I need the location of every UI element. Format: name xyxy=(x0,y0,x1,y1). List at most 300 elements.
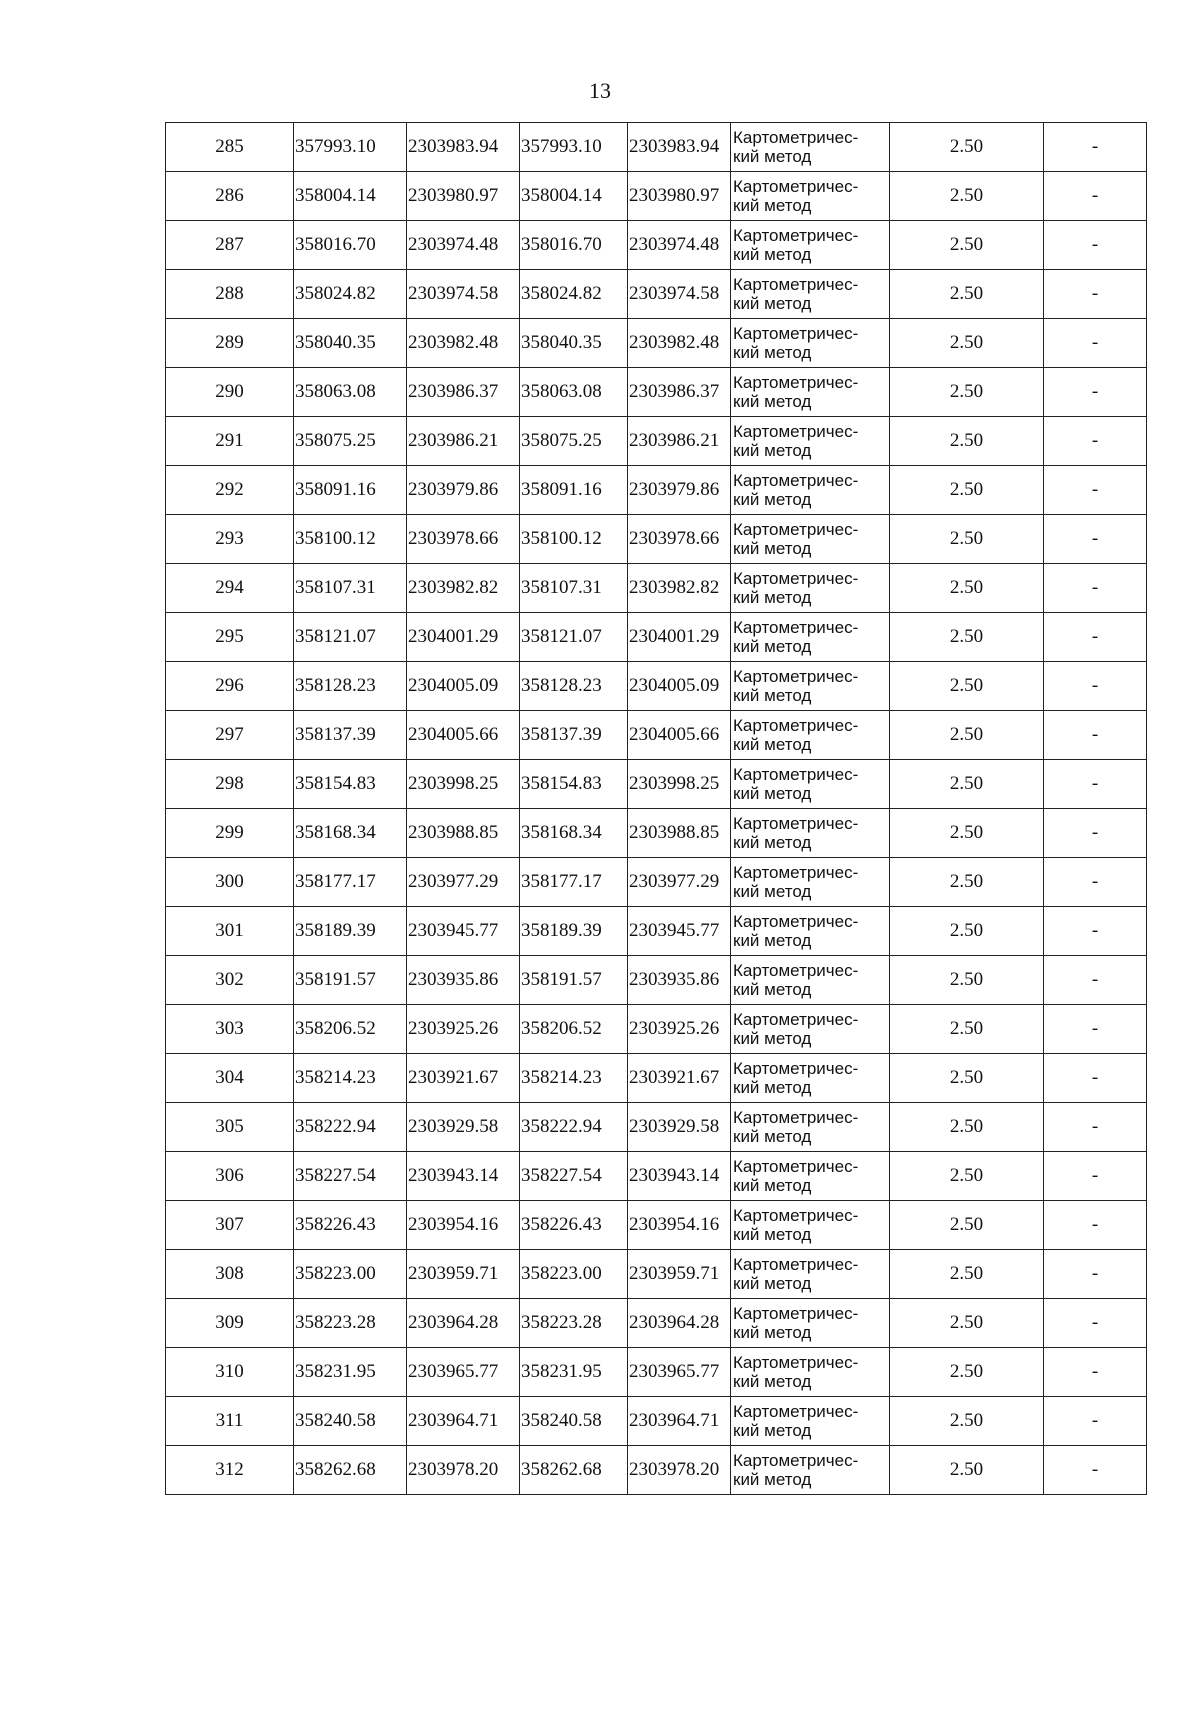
x-coordinate-refined-cell: 358024.82 xyxy=(520,270,628,319)
note-cell: - xyxy=(1044,858,1147,907)
x-coordinate-refined-cell: 358075.25 xyxy=(520,417,628,466)
method-line-2: кий метод xyxy=(733,1421,812,1440)
y-coordinate-refined-cell: 2304005.09 xyxy=(628,662,731,711)
point-number-cell: 289 xyxy=(166,319,294,368)
point-number-cell: 290 xyxy=(166,368,294,417)
y-coordinate-refined-cell: 2303988.85 xyxy=(628,809,731,858)
x-coordinate-cell: 358226.43 xyxy=(294,1201,407,1250)
y-coordinate-cell: 2303964.71 xyxy=(407,1397,520,1446)
x-coordinate-cell: 358223.00 xyxy=(294,1250,407,1299)
y-coordinate-cell: 2303977.29 xyxy=(407,858,520,907)
point-number-cell: 295 xyxy=(166,613,294,662)
method-line-1: Картометричес- xyxy=(733,520,859,539)
y-coordinate-cell: 2303964.28 xyxy=(407,1299,520,1348)
coordinates-table xyxy=(165,122,1147,1495)
x-coordinate-cell: 358016.70 xyxy=(294,221,407,270)
x-coordinate-cell: 358121.07 xyxy=(294,613,407,662)
accuracy-cell: 2.50 xyxy=(890,1348,1044,1397)
method-line-2: кий метод xyxy=(733,931,812,950)
point-number-cell: 301 xyxy=(166,907,294,956)
point-number-cell: 300 xyxy=(166,858,294,907)
method-cell xyxy=(731,613,890,662)
note-cell: - xyxy=(1044,1397,1147,1446)
y-coordinate-refined-cell: 2303954.16 xyxy=(628,1201,731,1250)
accuracy-cell: 2.50 xyxy=(890,172,1044,221)
accuracy-cell: 2.50 xyxy=(890,1054,1044,1103)
method-cell xyxy=(731,270,890,319)
x-coordinate-refined-cell: 358063.08 xyxy=(520,368,628,417)
x-coordinate-refined-cell: 358121.07 xyxy=(520,613,628,662)
note-cell: - xyxy=(1044,515,1147,564)
x-coordinate-cell: 358091.16 xyxy=(294,466,407,515)
method-line-2: кий метод xyxy=(733,490,812,509)
point-number-cell: 285 xyxy=(166,123,294,172)
y-coordinate-cell: 2304001.29 xyxy=(407,613,520,662)
note-cell: - xyxy=(1044,270,1147,319)
y-coordinate-refined-cell: 2303945.77 xyxy=(628,907,731,956)
point-number-cell: 305 xyxy=(166,1103,294,1152)
x-coordinate-refined-cell: 358222.94 xyxy=(520,1103,628,1152)
x-coordinate-refined-cell: 358004.14 xyxy=(520,172,628,221)
method-line-1: Картометричес- xyxy=(733,961,859,980)
y-coordinate-refined-cell: 2303929.58 xyxy=(628,1103,731,1152)
method-line-2: кий метод xyxy=(733,1078,812,1097)
x-coordinate-refined-cell: 358040.35 xyxy=(520,319,628,368)
y-coordinate-cell: 2303921.67 xyxy=(407,1054,520,1103)
x-coordinate-refined-cell: 358191.57 xyxy=(520,956,628,1005)
note-cell: - xyxy=(1044,1103,1147,1152)
accuracy-cell: 2.50 xyxy=(890,221,1044,270)
method-line-1: Картометричес- xyxy=(733,1059,859,1078)
x-coordinate-cell: 358168.34 xyxy=(294,809,407,858)
accuracy-cell: 2.50 xyxy=(890,662,1044,711)
method-line-2: кий метод xyxy=(733,784,812,803)
x-coordinate-cell: 358063.08 xyxy=(294,368,407,417)
y-coordinate-refined-cell: 2303998.25 xyxy=(628,760,731,809)
y-coordinate-cell: 2303983.94 xyxy=(407,123,520,172)
table-row xyxy=(166,613,1147,662)
method-cell xyxy=(731,711,890,760)
y-coordinate-refined-cell: 2303986.21 xyxy=(628,417,731,466)
table-row xyxy=(166,564,1147,613)
y-coordinate-cell: 2303974.48 xyxy=(407,221,520,270)
accuracy-cell: 2.50 xyxy=(890,1446,1044,1495)
y-coordinate-cell: 2303974.58 xyxy=(407,270,520,319)
method-line-2: кий метод xyxy=(733,588,812,607)
method-line-1: Картометричес- xyxy=(733,324,859,343)
x-coordinate-refined-cell: 358168.34 xyxy=(520,809,628,858)
accuracy-cell: 2.50 xyxy=(890,1250,1044,1299)
accuracy-cell: 2.50 xyxy=(890,564,1044,613)
note-cell: - xyxy=(1044,760,1147,809)
method-line-1: Картометричес- xyxy=(733,1353,859,1372)
table-row xyxy=(166,760,1147,809)
point-number-cell: 306 xyxy=(166,1152,294,1201)
y-coordinate-cell: 2303945.77 xyxy=(407,907,520,956)
table-row xyxy=(166,515,1147,564)
y-coordinate-cell: 2303988.85 xyxy=(407,809,520,858)
note-cell: - xyxy=(1044,1446,1147,1495)
method-cell xyxy=(731,172,890,221)
method-cell xyxy=(731,1348,890,1397)
x-coordinate-refined-cell: 358016.70 xyxy=(520,221,628,270)
y-coordinate-refined-cell: 2303982.82 xyxy=(628,564,731,613)
method-cell xyxy=(731,858,890,907)
method-line-1: Картометричес- xyxy=(733,765,859,784)
point-number-cell: 302 xyxy=(166,956,294,1005)
accuracy-cell: 2.50 xyxy=(890,1152,1044,1201)
method-line-1: Картометричес- xyxy=(733,716,859,735)
x-coordinate-refined-cell: 358154.83 xyxy=(520,760,628,809)
point-number-cell: 296 xyxy=(166,662,294,711)
accuracy-cell: 2.50 xyxy=(890,368,1044,417)
method-line-1: Картометричес- xyxy=(733,1157,859,1176)
y-coordinate-refined-cell: 2304005.66 xyxy=(628,711,731,760)
note-cell: - xyxy=(1044,809,1147,858)
x-coordinate-refined-cell: 358206.52 xyxy=(520,1005,628,1054)
method-line-1: Картометричес- xyxy=(733,373,859,392)
method-line-1: Картометричес- xyxy=(733,618,859,637)
x-coordinate-cell: 358222.94 xyxy=(294,1103,407,1152)
x-coordinate-cell: 358206.52 xyxy=(294,1005,407,1054)
table-row xyxy=(166,172,1147,221)
table-row xyxy=(166,956,1147,1005)
method-cell xyxy=(731,907,890,956)
method-line-1: Картометричес- xyxy=(733,1010,859,1029)
point-number-cell: 294 xyxy=(166,564,294,613)
note-cell: - xyxy=(1044,368,1147,417)
accuracy-cell: 2.50 xyxy=(890,956,1044,1005)
accuracy-cell: 2.50 xyxy=(890,907,1044,956)
x-coordinate-cell: 358227.54 xyxy=(294,1152,407,1201)
method-line-2: кий метод xyxy=(733,196,812,215)
table-row xyxy=(166,1397,1147,1446)
note-cell: - xyxy=(1044,613,1147,662)
note-cell: - xyxy=(1044,711,1147,760)
note-cell: - xyxy=(1044,1348,1147,1397)
method-line-2: кий метод xyxy=(733,882,812,901)
x-coordinate-cell: 358100.12 xyxy=(294,515,407,564)
y-coordinate-cell: 2303943.14 xyxy=(407,1152,520,1201)
table-row xyxy=(166,466,1147,515)
x-coordinate-cell: 357993.10 xyxy=(294,123,407,172)
table-row xyxy=(166,1250,1147,1299)
x-coordinate-refined-cell: 358262.68 xyxy=(520,1446,628,1495)
point-number-cell: 312 xyxy=(166,1446,294,1495)
x-coordinate-cell: 358231.95 xyxy=(294,1348,407,1397)
note-cell: - xyxy=(1044,319,1147,368)
y-coordinate-refined-cell: 2303959.71 xyxy=(628,1250,731,1299)
y-coordinate-cell: 2303978.20 xyxy=(407,1446,520,1495)
y-coordinate-refined-cell: 2303982.48 xyxy=(628,319,731,368)
point-number-cell: 311 xyxy=(166,1397,294,1446)
method-line-2: кий метод xyxy=(733,1274,812,1293)
note-cell: - xyxy=(1044,172,1147,221)
y-coordinate-refined-cell: 2303964.28 xyxy=(628,1299,731,1348)
x-coordinate-refined-cell: 358107.31 xyxy=(520,564,628,613)
method-cell xyxy=(731,956,890,1005)
method-cell xyxy=(731,221,890,270)
method-line-2: кий метод xyxy=(733,1372,812,1391)
table-row xyxy=(166,711,1147,760)
table-row xyxy=(166,1348,1147,1397)
y-coordinate-cell: 2303959.71 xyxy=(407,1250,520,1299)
y-coordinate-refined-cell: 2303978.20 xyxy=(628,1446,731,1495)
method-line-2: кий метод xyxy=(733,245,812,264)
page-number: 13 xyxy=(589,78,611,103)
coordinates-table-container xyxy=(165,122,1147,1495)
method-cell xyxy=(731,1152,890,1201)
y-coordinate-cell: 2303929.58 xyxy=(407,1103,520,1152)
table-row xyxy=(166,1152,1147,1201)
x-coordinate-cell: 358223.28 xyxy=(294,1299,407,1348)
method-line-1: Картометричес- xyxy=(733,863,859,882)
table-row xyxy=(166,662,1147,711)
method-line-1: Картометричес- xyxy=(733,1206,859,1225)
note-cell: - xyxy=(1044,1299,1147,1348)
method-line-1: Картометричес- xyxy=(733,177,859,196)
method-line-1: Картометричес- xyxy=(733,667,859,686)
x-coordinate-cell: 358177.17 xyxy=(294,858,407,907)
x-coordinate-refined-cell: 358128.23 xyxy=(520,662,628,711)
table-row xyxy=(166,809,1147,858)
x-coordinate-refined-cell: 358231.95 xyxy=(520,1348,628,1397)
method-line-2: кий метод xyxy=(733,1127,812,1146)
method-line-1: Картометричес- xyxy=(733,275,859,294)
x-coordinate-cell: 358154.83 xyxy=(294,760,407,809)
method-line-2: кий метод xyxy=(733,735,812,754)
method-line-2: кий метод xyxy=(733,980,812,999)
method-cell xyxy=(731,809,890,858)
table-row xyxy=(166,368,1147,417)
point-number-cell: 287 xyxy=(166,221,294,270)
method-line-1: Картометричес- xyxy=(733,1304,859,1323)
note-cell: - xyxy=(1044,1054,1147,1103)
method-cell xyxy=(731,466,890,515)
method-cell xyxy=(731,1103,890,1152)
y-coordinate-cell: 2303986.37 xyxy=(407,368,520,417)
method-cell xyxy=(731,662,890,711)
note-cell: - xyxy=(1044,956,1147,1005)
y-coordinate-cell: 2303986.21 xyxy=(407,417,520,466)
accuracy-cell: 2.50 xyxy=(890,270,1044,319)
x-coordinate-refined-cell: 358189.39 xyxy=(520,907,628,956)
point-number-cell: 293 xyxy=(166,515,294,564)
accuracy-cell: 2.50 xyxy=(890,123,1044,172)
note-cell: - xyxy=(1044,1005,1147,1054)
y-coordinate-cell: 2303965.77 xyxy=(407,1348,520,1397)
x-coordinate-refined-cell: 358177.17 xyxy=(520,858,628,907)
point-number-cell: 310 xyxy=(166,1348,294,1397)
y-coordinate-refined-cell: 2303935.86 xyxy=(628,956,731,1005)
method-line-1: Картометричес- xyxy=(733,814,859,833)
x-coordinate-cell: 358189.39 xyxy=(294,907,407,956)
point-number-cell: 304 xyxy=(166,1054,294,1103)
note-cell: - xyxy=(1044,417,1147,466)
method-cell xyxy=(731,760,890,809)
accuracy-cell: 2.50 xyxy=(890,1397,1044,1446)
x-coordinate-cell: 358004.14 xyxy=(294,172,407,221)
accuracy-cell: 2.50 xyxy=(890,417,1044,466)
coordinates-table-body xyxy=(166,123,1147,1495)
point-number-cell: 297 xyxy=(166,711,294,760)
method-line-2: кий метод xyxy=(733,1029,812,1048)
y-coordinate-refined-cell: 2303979.86 xyxy=(628,466,731,515)
y-coordinate-cell: 2304005.66 xyxy=(407,711,520,760)
x-coordinate-refined-cell: 358240.58 xyxy=(520,1397,628,1446)
x-coordinate-refined-cell: 358223.00 xyxy=(520,1250,628,1299)
method-line-1: Картометричес- xyxy=(733,128,859,147)
accuracy-cell: 2.50 xyxy=(890,466,1044,515)
method-line-2: кий метод xyxy=(733,539,812,558)
method-line-2: кий метод xyxy=(733,1323,812,1342)
y-coordinate-refined-cell: 2303943.14 xyxy=(628,1152,731,1201)
table-row xyxy=(166,1103,1147,1152)
method-line-2: кий метод xyxy=(733,686,812,705)
method-cell xyxy=(731,1201,890,1250)
y-coordinate-refined-cell: 2303925.26 xyxy=(628,1005,731,1054)
y-coordinate-cell: 2303925.26 xyxy=(407,1005,520,1054)
y-coordinate-refined-cell: 2303965.77 xyxy=(628,1348,731,1397)
method-line-2: кий метод xyxy=(733,441,812,460)
method-line-2: кий метод xyxy=(733,392,812,411)
method-line-1: Картометричес- xyxy=(733,422,859,441)
table-row xyxy=(166,858,1147,907)
accuracy-cell: 2.50 xyxy=(890,515,1044,564)
method-line-1: Картометричес- xyxy=(733,226,859,245)
y-coordinate-refined-cell: 2303921.67 xyxy=(628,1054,731,1103)
y-coordinate-refined-cell: 2303974.48 xyxy=(628,221,731,270)
accuracy-cell: 2.50 xyxy=(890,1005,1044,1054)
method-line-2: кий метод xyxy=(733,1225,812,1244)
table-row xyxy=(166,319,1147,368)
method-cell xyxy=(731,1005,890,1054)
accuracy-cell: 2.50 xyxy=(890,1201,1044,1250)
method-cell xyxy=(731,1299,890,1348)
x-coordinate-cell: 358024.82 xyxy=(294,270,407,319)
x-coordinate-refined-cell: 358100.12 xyxy=(520,515,628,564)
x-coordinate-cell: 358107.31 xyxy=(294,564,407,613)
point-number-cell: 292 xyxy=(166,466,294,515)
method-line-2: кий метод xyxy=(733,1176,812,1195)
x-coordinate-cell: 358214.23 xyxy=(294,1054,407,1103)
method-line-1: Картометричес- xyxy=(733,1255,859,1274)
method-cell xyxy=(731,1397,890,1446)
y-coordinate-refined-cell: 2303986.37 xyxy=(628,368,731,417)
note-cell: - xyxy=(1044,662,1147,711)
note-cell: - xyxy=(1044,1250,1147,1299)
point-number-cell: 307 xyxy=(166,1201,294,1250)
note-cell: - xyxy=(1044,1152,1147,1201)
method-cell xyxy=(731,564,890,613)
y-coordinate-refined-cell: 2303977.29 xyxy=(628,858,731,907)
y-coordinate-refined-cell: 2303974.58 xyxy=(628,270,731,319)
y-coordinate-refined-cell: 2304001.29 xyxy=(628,613,731,662)
point-number-cell: 308 xyxy=(166,1250,294,1299)
x-coordinate-cell: 358262.68 xyxy=(294,1446,407,1495)
note-cell: - xyxy=(1044,123,1147,172)
method-line-2: кий метод xyxy=(733,294,812,313)
point-number-cell: 298 xyxy=(166,760,294,809)
x-coordinate-refined-cell: 357993.10 xyxy=(520,123,628,172)
table-row xyxy=(166,1201,1147,1250)
note-cell: - xyxy=(1044,564,1147,613)
table-row xyxy=(166,907,1147,956)
method-line-2: кий метод xyxy=(733,343,812,362)
table-row xyxy=(166,1054,1147,1103)
x-coordinate-cell: 358040.35 xyxy=(294,319,407,368)
point-number-cell: 291 xyxy=(166,417,294,466)
note-cell: - xyxy=(1044,466,1147,515)
method-line-1: Картометричес- xyxy=(733,1108,859,1127)
method-line-1: Картометричес- xyxy=(733,912,859,931)
point-number-cell: 309 xyxy=(166,1299,294,1348)
method-cell xyxy=(731,1446,890,1495)
method-cell xyxy=(731,417,890,466)
table-row xyxy=(166,1446,1147,1495)
method-cell xyxy=(731,1054,890,1103)
x-coordinate-refined-cell: 358227.54 xyxy=(520,1152,628,1201)
accuracy-cell: 2.50 xyxy=(890,1103,1044,1152)
x-coordinate-cell: 358240.58 xyxy=(294,1397,407,1446)
x-coordinate-refined-cell: 358223.28 xyxy=(520,1299,628,1348)
x-coordinate-cell: 358075.25 xyxy=(294,417,407,466)
method-cell xyxy=(731,368,890,417)
table-row xyxy=(166,1299,1147,1348)
method-line-1: Картометричес- xyxy=(733,471,859,490)
point-number-cell: 299 xyxy=(166,809,294,858)
method-line-2: кий метод xyxy=(733,147,812,166)
y-coordinate-refined-cell: 2303964.71 xyxy=(628,1397,731,1446)
note-cell: - xyxy=(1044,907,1147,956)
y-coordinate-cell: 2303935.86 xyxy=(407,956,520,1005)
method-line-1: Картометричес- xyxy=(733,1402,859,1421)
x-coordinate-refined-cell: 358214.23 xyxy=(520,1054,628,1103)
accuracy-cell: 2.50 xyxy=(890,613,1044,662)
method-cell xyxy=(731,515,890,564)
x-coordinate-refined-cell: 358226.43 xyxy=(520,1201,628,1250)
x-coordinate-refined-cell: 358091.16 xyxy=(520,466,628,515)
y-coordinate-cell: 2303982.82 xyxy=(407,564,520,613)
method-line-2: кий метод xyxy=(733,833,812,852)
method-line-2: кий метод xyxy=(733,637,812,656)
accuracy-cell: 2.50 xyxy=(890,858,1044,907)
accuracy-cell: 2.50 xyxy=(890,1299,1044,1348)
accuracy-cell: 2.50 xyxy=(890,711,1044,760)
y-coordinate-refined-cell: 2303983.94 xyxy=(628,123,731,172)
table-row xyxy=(166,417,1147,466)
point-number-cell: 286 xyxy=(166,172,294,221)
x-coordinate-cell: 358191.57 xyxy=(294,956,407,1005)
method-line-2: кий метод xyxy=(733,1470,812,1489)
y-coordinate-cell: 2303954.16 xyxy=(407,1201,520,1250)
accuracy-cell: 2.50 xyxy=(890,319,1044,368)
point-number-cell: 303 xyxy=(166,1005,294,1054)
y-coordinate-cell: 2303980.97 xyxy=(407,172,520,221)
x-coordinate-cell: 358137.39 xyxy=(294,711,407,760)
note-cell: - xyxy=(1044,1201,1147,1250)
y-coordinate-refined-cell: 2303978.66 xyxy=(628,515,731,564)
accuracy-cell: 2.50 xyxy=(890,809,1044,858)
method-cell xyxy=(731,1250,890,1299)
y-coordinate-cell: 2303978.66 xyxy=(407,515,520,564)
x-coordinate-cell: 358128.23 xyxy=(294,662,407,711)
y-coordinate-cell: 2304005.09 xyxy=(407,662,520,711)
method-cell xyxy=(731,123,890,172)
x-coordinate-refined-cell: 358137.39 xyxy=(520,711,628,760)
y-coordinate-cell: 2303979.86 xyxy=(407,466,520,515)
method-cell xyxy=(731,319,890,368)
